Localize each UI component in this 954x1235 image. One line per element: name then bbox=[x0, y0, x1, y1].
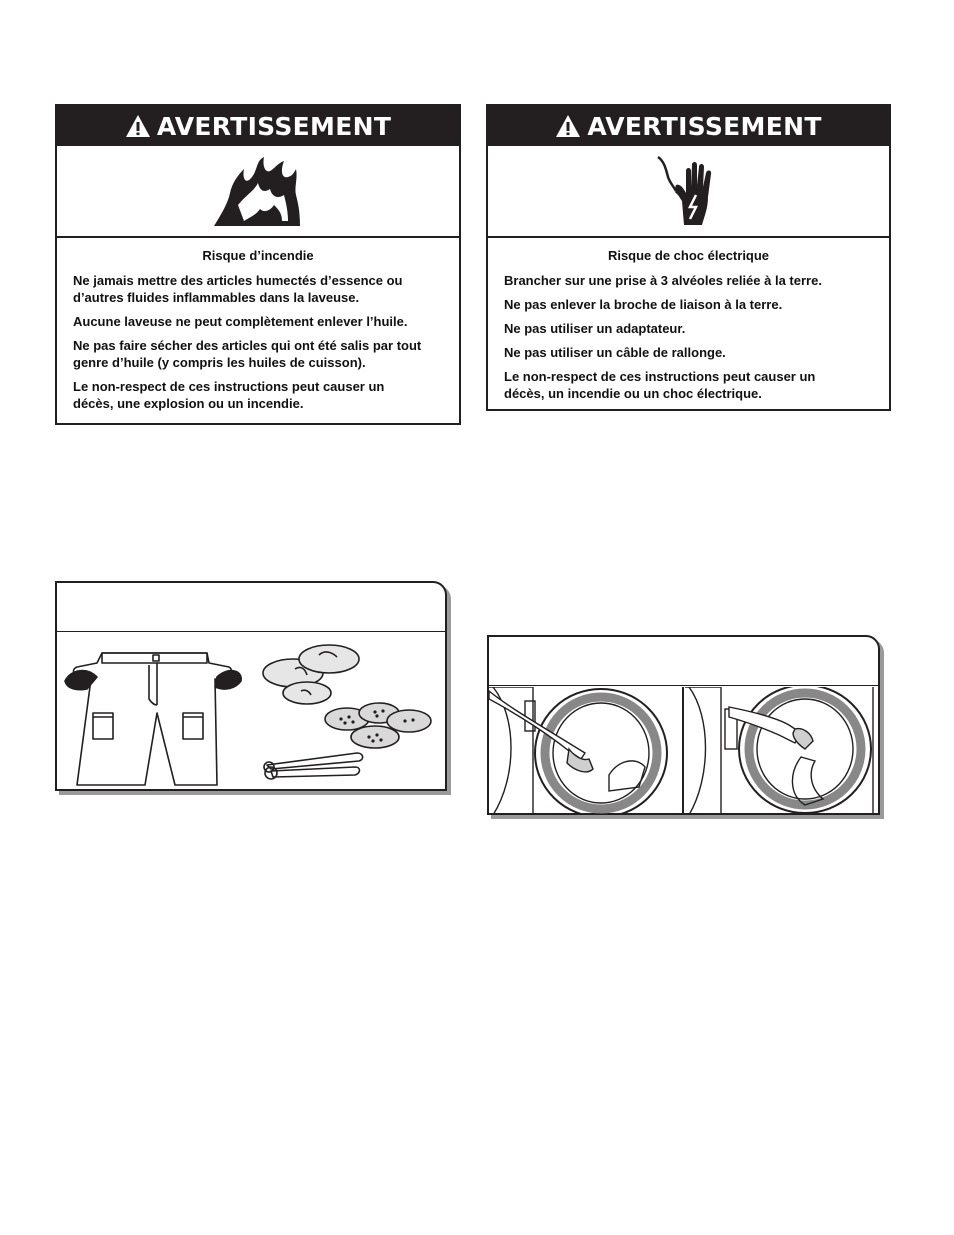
warning-header bbox=[57, 106, 459, 146]
risk-title: Risque d’incendie bbox=[202, 248, 314, 263]
warning-text bbox=[57, 238, 459, 412]
warning-title: AVERTISSEMENT bbox=[156, 111, 392, 141]
risk-title: Risque de choc électrique bbox=[607, 248, 770, 263]
warning-title: AVERTISSEMENT bbox=[587, 111, 822, 141]
warning-line: Ne pas faire sécher des articles qui ont été salis par tout genre d’huile (y compris les huiles de cuisson). bbox=[73, 338, 422, 370]
warning-pictogram bbox=[57, 146, 459, 238]
clean-door-seal-icon bbox=[489, 687, 878, 815]
empty-pockets-coins-buttons-pins-icon bbox=[57, 633, 445, 791]
warning-line: Ne jamais mettre des articles humectés d’essence ou d’autres fluides inflammables dans la laveuse. bbox=[73, 273, 403, 305]
warning-triangle-icon bbox=[555, 114, 581, 138]
warning-header bbox=[488, 106, 889, 146]
warning-line: Brancher sur une prise à 3 alvéoles reliée à la terre. bbox=[504, 273, 822, 288]
warning-line: Ne pas utiliser un adaptateur. bbox=[504, 321, 686, 336]
door-seal-illustration-panel bbox=[487, 635, 880, 815]
warning-pictogram bbox=[488, 146, 889, 238]
electric-warning-box bbox=[486, 104, 891, 411]
warning-line: Aucune laveuse ne peut complètement enlever l’huile. bbox=[73, 314, 408, 329]
electric-shock-hand-icon bbox=[654, 153, 724, 229]
warning-triangle-icon bbox=[125, 114, 151, 138]
pockets-illustration-panel bbox=[55, 581, 447, 791]
warning-line: Ne pas utiliser un câble de rallonge. bbox=[504, 345, 726, 360]
fire-icon bbox=[208, 155, 308, 227]
warning-line: Le non-respect de ces instructions peut causer un décès, un incendie ou un choc électrique. bbox=[504, 369, 816, 401]
warning-line: Ne pas enlever la broche de liaison à la terre. bbox=[504, 297, 783, 312]
warning-text bbox=[488, 238, 889, 402]
fire-warning-box bbox=[55, 104, 461, 425]
warning-line: Le non-respect de ces instructions peut causer un décès, une explosion ou un incendie. bbox=[73, 379, 385, 411]
